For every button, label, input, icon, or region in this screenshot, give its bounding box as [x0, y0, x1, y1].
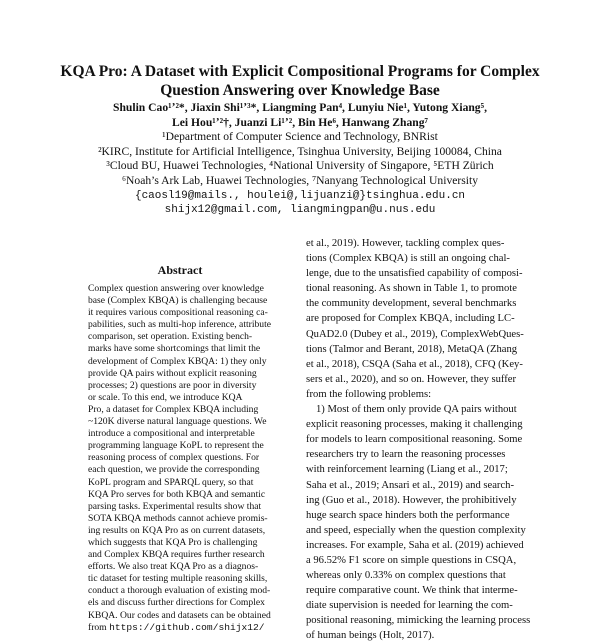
intro-line: tions (Complex KBQA) is still an ongoing chal- [306, 253, 510, 265]
abstract-line: ~120K diverse natural language questions. We [88, 416, 267, 428]
email-line-1: {caosl19@mails., houlei@,lijuanzi@}tsinghua.edu.cn [134, 189, 466, 202]
intro-line: et al., 2019). However, tackling complex ques- [306, 238, 505, 249]
intro-line: QuAD2.0 (Dubey et al., 2019), ComplexWebQues- [306, 328, 524, 340]
item-line: researchers try to learn the reasoning processes [306, 449, 506, 461]
abstract-line: Complex question answering over knowledge [88, 283, 264, 294]
abstract-line: ing results on KQA Pro as on current datasets, [88, 524, 266, 536]
abstract-line: tic dataset for testing multiple reasoning skills, [88, 573, 268, 585]
abstract-line: programming language KoPL to represent the [88, 440, 264, 452]
affiliation-1: ¹Department of Computer Science and Technology, BNRist [162, 130, 438, 144]
item-line: 1) Most of them only provide QA pairs without [316, 404, 517, 416]
abstract-line: Pro, a dataset for Complex KBQA including [88, 403, 259, 415]
abstract-line: it requires various compositional reasoning ca- [88, 307, 268, 319]
abstract-line: KBQA. Our codes and datasets can be obtained [88, 609, 271, 621]
item-line: increases. For example, Saha et al. (2019) achieved [306, 539, 524, 551]
intro-line: sers et al., 2020), and so on. However, they suffer [306, 373, 517, 385]
author-line-2: Lei Hou¹ʼ²†, Juanzi Li¹ʼ², Bin He⁶, Hanwang Zhang⁷ [172, 115, 428, 129]
intro-column [306, 236, 560, 644]
abstract-line: els and discuss further directions for Complex [88, 597, 265, 609]
intro-line: tional reasoning. As shown in Table 1, to promote [306, 283, 517, 295]
email-line-2: shijx12@gmail.com, liangmingpan@u.nus.edu [164, 204, 436, 217]
item-line: diate supervision is needed for learning the com- [306, 600, 513, 612]
abstract-line: KoPL program and SPARQL query, so that [88, 476, 254, 488]
abstract-line: marks have some shortcomings that limit the [88, 343, 261, 355]
affiliation-4: ⁶Noah’s Ark Lab, Huawei Technologies, ⁷Nanyang Technological University [121, 173, 478, 187]
item-line: explicit reasoning processes, making it challenging [306, 419, 523, 431]
item-line: huge search space hinders both the performance [306, 509, 510, 521]
item-line: positional reasoning, mimicking the learning process [306, 615, 531, 627]
abstract-line: SOTA KBQA methods cannot achieve promis- [88, 512, 268, 524]
abstract-line: processes; 2) questions are poor in diversity [88, 379, 257, 391]
item-line: a 96.52% F1 score on simple questions in CSQA, [306, 554, 517, 566]
abstract-body [88, 283, 280, 634]
abstract-last-prefix: from [88, 621, 110, 633]
item-line: with reinforcement learning (Liang et al., 2017; [306, 464, 508, 476]
author-line-1: Shulin Cao¹ʼ²*, Jiaxin Shi¹ʼ³*, Liangming Pan⁴, Lunyiu Nie¹, Yutong Xiang⁵, [113, 101, 487, 114]
abstract-line: KQA Pro serves for both KBQA and semantic [88, 488, 266, 500]
abstract-line: each question, we provide the corresponding [88, 464, 260, 476]
item-line: require comparative count. We think that interme- [306, 585, 518, 597]
abstract-line: comparison, set operation. Existing bench- [88, 331, 253, 343]
item-line: of human beings (Holt, 2017). [306, 630, 435, 642]
abstract-last-line [88, 622, 280, 634]
abstract-line: which suggests that KQA Pro is challenging [88, 536, 258, 548]
author-block [30, 101, 570, 218]
code-link[interactable]: https://github.com/shijx12/ [109, 621, 265, 633]
title-line-1: KQA Pro: A Dataset with Explicit Compositional Programs for Complex [60, 63, 540, 80]
item-line: whereas only 0.33% on complex questions that [306, 570, 506, 582]
abstract-line: efforts. We also treat KQA Pro as a diagnos- [88, 561, 259, 573]
item-line: Saha et al., 2019; Ansari et al., 2019) and search- [306, 479, 514, 491]
affiliation-2: ²KIRC, Institute for Artificial Intelligence, Tsinghua University, Beijing 100084, China [98, 144, 502, 158]
title-line-2: Question Answering over Knowledge Base [160, 82, 440, 99]
item-line: ing (Guo et al., 2018). However, the prohibitively [306, 494, 517, 506]
abstract-line: introduce a compositional and interpretable [88, 428, 255, 440]
intro-line: the community development, several benchmarks [306, 298, 517, 310]
item-line: for models to learn compositional reasoning. Some [306, 434, 523, 446]
abstract-line: pabilities, such as multi-hop inference, attribute [88, 319, 272, 331]
intro-line: from the following problems: [306, 388, 432, 400]
abstract-line: and Complex KBQA requires further research [88, 549, 265, 561]
abstract-line: development of Complex KBQA: 1) they only [88, 355, 267, 367]
intro-line: lenge, due to the unsatisfied capability of composi- [306, 268, 523, 280]
item-line: and speed, especially when the question complexity [306, 524, 526, 536]
abstract-line: parsing tasks. Experimental results show that [88, 500, 262, 512]
affiliation-3: ³Cloud BU, Huawei Technologies, ⁴National University of Singapore, ⁵ETH Zürich [106, 159, 494, 173]
abstract-line: or scale. To this end, we introduce KQA [88, 391, 243, 403]
intro-line: tions (Talmor and Berant, 2018), MetaQA (Zhang [306, 343, 518, 355]
abstract-line: conduct a thorough evaluation of existing mod- [88, 585, 271, 597]
paper-title [40, 62, 560, 100]
abstract-line: base (Complex KBQA) is challenging because [88, 295, 268, 307]
intro-line: et al., 2018), CSQA (Saha et al., 2018), CFQ (Key- [306, 358, 523, 370]
abstract-line: provide QA pairs without explicit reasoning [88, 367, 257, 379]
intro-line: are proposed for Complex KBQA, including LC- [306, 313, 515, 325]
abstract-heading: Abstract [157, 263, 203, 277]
abstract-line: reasoning process of complex questions. For [88, 452, 260, 464]
